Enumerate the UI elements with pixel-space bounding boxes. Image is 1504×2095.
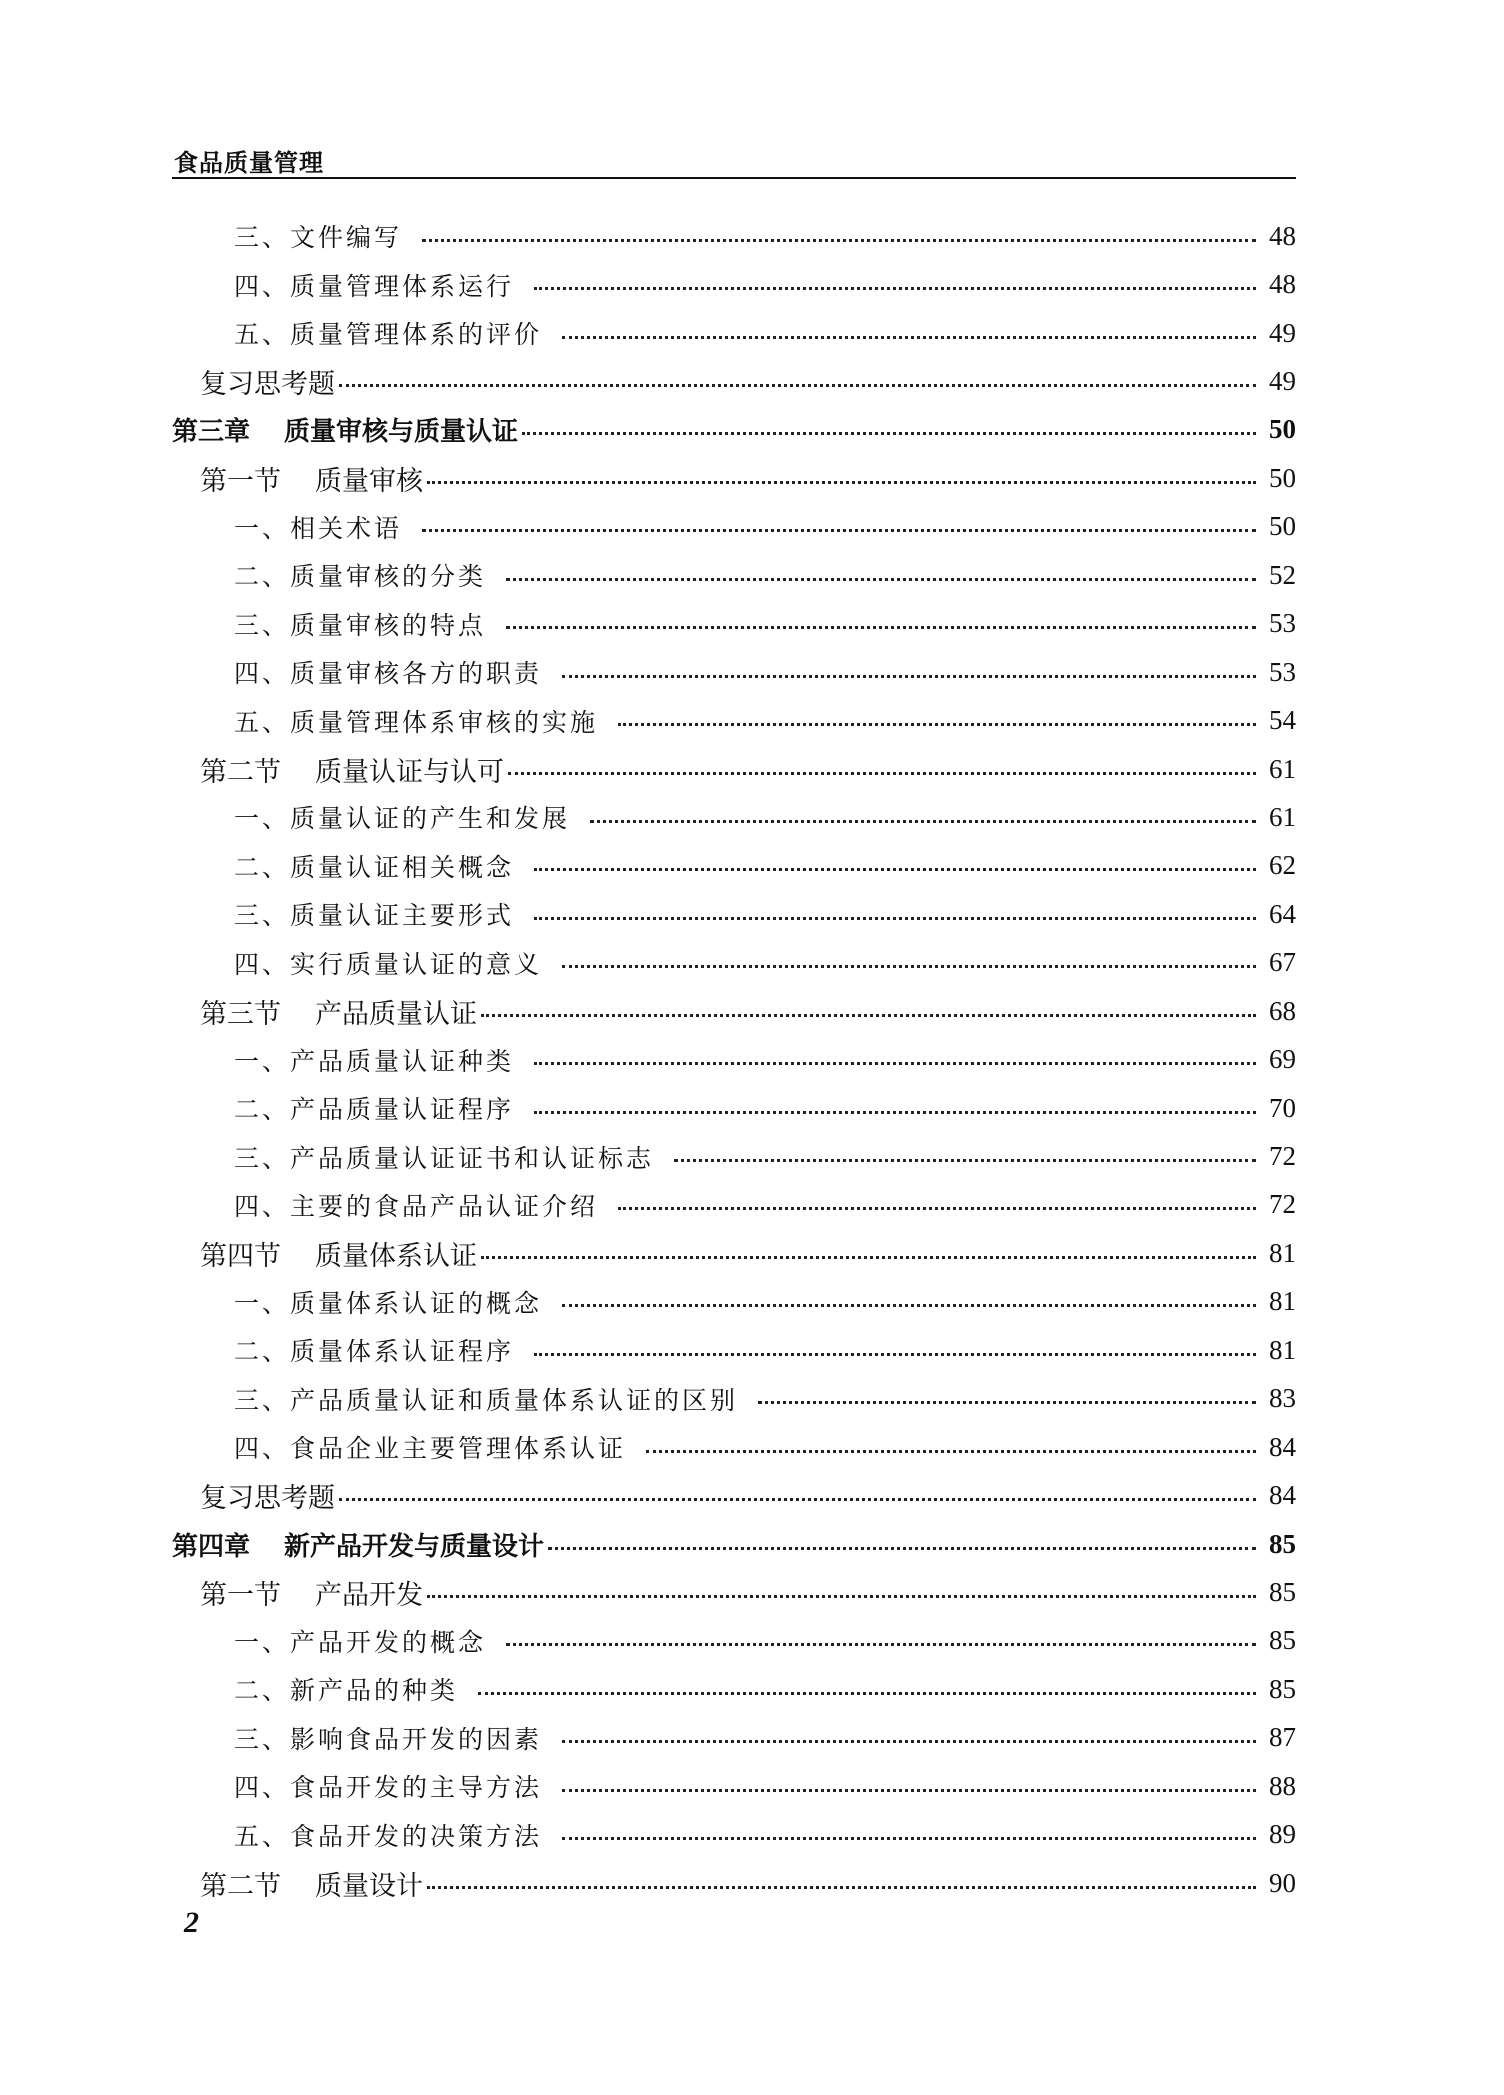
toc-entry-title: 三、影响食品开发的因素 xyxy=(234,1724,543,1754)
toc-entry-number: 第四节 xyxy=(200,1240,281,1272)
toc-entry-page: 87 xyxy=(1269,1722,1296,1753)
toc-dot-leader xyxy=(427,1595,1256,1598)
toc-entry-label xyxy=(172,1526,544,1563)
toc-entry-label xyxy=(234,848,514,884)
page-number: 2 xyxy=(184,1906,199,1939)
toc-subsection-entry[interactable] xyxy=(172,309,1296,357)
toc-subsection-entry[interactable] xyxy=(172,1132,1296,1180)
toc-entry-label xyxy=(200,992,477,1031)
toc-dot-leader xyxy=(339,384,1256,387)
toc-entry-label xyxy=(200,1864,423,1903)
header-rule xyxy=(172,177,1296,179)
toc-subsection-entry[interactable] xyxy=(172,1084,1296,1132)
toc-subsection-entry[interactable] xyxy=(172,842,1296,890)
toc-entry-title: 质量认证与认可 xyxy=(315,756,504,788)
toc-dot-leader xyxy=(427,481,1256,484)
toc-entry-page: 81 xyxy=(1269,1237,1296,1268)
toc-dot-leader xyxy=(478,1692,1256,1695)
toc-section-entry[interactable] xyxy=(172,1859,1296,1907)
toc-dot-leader xyxy=(481,1014,1256,1017)
toc-section-entry[interactable] xyxy=(172,454,1296,502)
toc-entry-title: 复习思考题 xyxy=(200,369,335,401)
toc-entry-label xyxy=(234,1332,514,1368)
toc-dot-leader xyxy=(481,1256,1256,1259)
toc-entry-title: 四、质量管理体系运行 xyxy=(234,271,515,301)
toc-entry-title: 四、实行质量认证的意义 xyxy=(234,949,543,979)
toc-dot-leader xyxy=(534,1353,1256,1356)
toc-entry-label xyxy=(234,799,570,835)
toc-dot-leader xyxy=(339,1498,1256,1501)
toc-entry-label xyxy=(234,557,486,593)
toc-subsection-entry[interactable] xyxy=(172,939,1296,987)
toc-entry-label xyxy=(234,1623,486,1659)
toc-entry-title: 三、质量审核的特点 xyxy=(234,610,487,640)
toc-entry-label xyxy=(234,945,542,981)
toc-dot-leader xyxy=(534,917,1256,920)
toc-entry-title: 一、产品开发的概念 xyxy=(234,1627,487,1657)
toc-dot-leader xyxy=(506,626,1256,629)
toc-entry-title: 复习思考题 xyxy=(200,1483,335,1515)
toc-subsection-entry[interactable] xyxy=(172,1665,1296,1713)
toc-dot-leader xyxy=(562,675,1256,678)
toc-entry-label xyxy=(200,459,423,498)
toc-entry-label xyxy=(234,218,402,254)
toc-section-entry[interactable] xyxy=(172,1229,1296,1277)
toc-dot-leader xyxy=(534,287,1256,290)
toc-entry-title: 质量设计 xyxy=(315,1870,423,1902)
toc-entry-page: 72 xyxy=(1269,1141,1296,1172)
toc-entry-page: 84 xyxy=(1269,1480,1296,1511)
toc-entry-label xyxy=(234,509,402,545)
toc-entry-label xyxy=(234,654,542,690)
toc-entry-page: 48 xyxy=(1269,269,1296,300)
toc-entry-title: 一、质量认证的产生和发展 xyxy=(234,804,571,834)
toc-subsection-entry[interactable] xyxy=(172,696,1296,744)
toc-entry-page: 69 xyxy=(1269,1044,1296,1075)
toc-entry-page: 61 xyxy=(1269,753,1296,784)
toc-entry-page: 48 xyxy=(1269,220,1296,251)
toc-entry-page: 85 xyxy=(1269,1576,1296,1607)
toc-entry-label xyxy=(234,606,486,642)
toc-subsection-entry[interactable] xyxy=(172,551,1296,599)
toc-entry-page: 89 xyxy=(1269,1819,1296,1850)
toc-dot-leader xyxy=(534,1062,1256,1065)
toc-entry-title: 产品开发 xyxy=(315,1579,423,1611)
toc-entry-title: 四、质量审核各方的职责 xyxy=(234,659,543,689)
toc-dot-leader xyxy=(590,820,1256,823)
toc-entry-page: 90 xyxy=(1269,1867,1296,1898)
toc-dot-leader xyxy=(548,1547,1256,1550)
toc-entry-title: 二、质量体系认证程序 xyxy=(234,1337,515,1367)
toc-section-entry[interactable] xyxy=(172,745,1296,793)
toc-entry-number: 第三节 xyxy=(200,998,281,1030)
toc-dot-leader xyxy=(562,1740,1256,1743)
toc-entry-page: 81 xyxy=(1269,1286,1296,1317)
toc-entry-label xyxy=(200,362,335,401)
toc-entry-page: 84 xyxy=(1269,1431,1296,1462)
toc-subsection-entry[interactable] xyxy=(172,1762,1296,1810)
toc-entry-page: 61 xyxy=(1269,801,1296,832)
toc-entry-label xyxy=(234,1187,598,1223)
toc-dot-leader xyxy=(534,868,1256,871)
toc-entry-label xyxy=(234,896,514,932)
toc-entry-number: 第二节 xyxy=(200,756,281,788)
toc-entry-label xyxy=(234,267,514,303)
toc-dot-leader xyxy=(506,1643,1256,1646)
toc-dot-leader xyxy=(674,1159,1256,1162)
toc-entry-title: 四、食品企业主要管理体系认证 xyxy=(234,1434,627,1464)
toc-entry-page: 72 xyxy=(1269,1189,1296,1220)
toc-entry-label xyxy=(200,1573,423,1612)
toc-entry-label xyxy=(200,1476,335,1515)
toc-dot-leader xyxy=(758,1401,1256,1404)
toc-entry-page: 88 xyxy=(1269,1770,1296,1801)
toc-dot-leader xyxy=(562,1789,1256,1792)
toc-dot-leader xyxy=(562,965,1256,968)
toc-entry-title: 质量审核 xyxy=(315,465,423,497)
toc-subsection-entry[interactable] xyxy=(172,1617,1296,1665)
toc-dot-leader xyxy=(618,723,1256,726)
toc-section-entry[interactable] xyxy=(172,987,1296,1035)
toc-entry-label xyxy=(172,411,518,448)
toc-subsection-entry[interactable] xyxy=(172,1326,1296,1374)
toc-entry-page: 68 xyxy=(1269,995,1296,1026)
table-of-contents xyxy=(172,212,1296,1907)
toc-chapter-entry[interactable] xyxy=(172,1520,1296,1568)
toc-dot-leader xyxy=(562,1837,1256,1840)
toc-entry-number: 第三章 xyxy=(172,417,251,448)
toc-entry-title: 二、产品质量认证程序 xyxy=(234,1095,515,1125)
toc-entry-number: 第一节 xyxy=(200,465,281,497)
toc-dot-leader xyxy=(506,578,1256,581)
toc-entry-title: 一、相关术语 xyxy=(234,513,403,543)
toc-chapter-entry[interactable] xyxy=(172,406,1296,454)
toc-entry-number: 第二节 xyxy=(200,1870,281,1902)
toc-entry-page: 62 xyxy=(1269,850,1296,881)
toc-entry-page: 70 xyxy=(1269,1092,1296,1123)
toc-entry-number: 第四章 xyxy=(172,1531,251,1562)
toc-entry-page: 67 xyxy=(1269,947,1296,978)
toc-entry-label xyxy=(234,1090,514,1126)
toc-entry-page: 52 xyxy=(1269,559,1296,590)
toc-subsection-entry[interactable] xyxy=(172,1375,1296,1423)
toc-dot-leader xyxy=(422,239,1256,242)
toc-entry-title: 四、食品开发的主导方法 xyxy=(234,1773,543,1803)
toc-entry-page: 83 xyxy=(1269,1383,1296,1414)
toc-entry-label xyxy=(234,1284,542,1320)
toc-subsection-entry[interactable] xyxy=(172,260,1296,308)
toc-dot-leader xyxy=(427,1886,1256,1889)
toc-entry-page: 49 xyxy=(1269,366,1296,397)
toc-entry-title: 五、质量管理体系审核的实施 xyxy=(234,707,599,737)
toc-entry-page: 54 xyxy=(1269,705,1296,736)
toc-dot-leader xyxy=(562,336,1256,339)
toc-entry-title: 三、质量认证主要形式 xyxy=(234,901,515,931)
toc-entry-label xyxy=(234,1720,542,1756)
toc-entry-page: 50 xyxy=(1269,414,1296,445)
toc-entry-page: 85 xyxy=(1269,1625,1296,1656)
toc-entry-page: 50 xyxy=(1269,511,1296,542)
toc-entry-title: 三、产品质量认证和质量体系认证的区别 xyxy=(234,1385,739,1415)
toc-subsection-entry[interactable] xyxy=(172,793,1296,841)
toc-entry-page: 85 xyxy=(1269,1673,1296,1704)
toc-entry-label xyxy=(234,1817,542,1853)
toc-entry-title: 二、新产品的种类 xyxy=(234,1676,459,1706)
toc-entry-label xyxy=(234,1671,458,1707)
toc-entry-label xyxy=(234,1381,738,1417)
toc-entry-title: 质量体系认证 xyxy=(315,1240,477,1272)
toc-entry-page: 85 xyxy=(1269,1528,1296,1559)
toc-subsection-entry[interactable] xyxy=(172,1181,1296,1229)
toc-entry-title: 质量审核与质量认证 xyxy=(284,417,519,448)
toc-subsection-entry[interactable] xyxy=(172,1714,1296,1762)
toc-section-entry[interactable] xyxy=(172,1568,1296,1616)
toc-entry-label xyxy=(234,1768,542,1804)
toc-entry-label xyxy=(200,1234,477,1273)
toc-entry-title: 三、产品质量认证证书和认证标志 xyxy=(234,1143,655,1173)
toc-entry-title: 五、食品开发的决策方法 xyxy=(234,1821,543,1851)
toc-dot-leader xyxy=(646,1450,1256,1453)
toc-entry-label xyxy=(200,750,504,789)
toc-dot-leader xyxy=(522,432,1256,435)
toc-subsection-entry[interactable] xyxy=(172,1810,1296,1858)
toc-entry-page: 49 xyxy=(1269,317,1296,348)
toc-entry-title: 一、产品质量认证种类 xyxy=(234,1046,515,1076)
toc-dot-leader xyxy=(508,772,1256,775)
toc-entry-title: 一、质量体系认证的概念 xyxy=(234,1288,543,1318)
toc-entry-number: 第一节 xyxy=(200,1579,281,1611)
toc-subsection-entry[interactable] xyxy=(172,212,1296,260)
toc-dot-leader xyxy=(618,1207,1256,1210)
running-header-title: 食品质量管理 xyxy=(174,149,324,177)
toc-entry-title: 产品质量认证 xyxy=(315,998,477,1030)
toc-entry-title: 五、质量管理体系的评价 xyxy=(234,320,543,350)
toc-subsection-entry[interactable] xyxy=(172,648,1296,696)
toc-subsection-entry[interactable] xyxy=(172,890,1296,938)
toc-entry-title: 三、文件编写 xyxy=(234,223,403,253)
toc-entry-label xyxy=(234,315,542,351)
toc-dot-leader xyxy=(422,529,1256,532)
toc-subsection-entry[interactable] xyxy=(172,600,1296,648)
toc-review-entry[interactable] xyxy=(172,1471,1296,1519)
toc-entry-page: 53 xyxy=(1269,608,1296,639)
toc-subsection-entry[interactable] xyxy=(172,1423,1296,1471)
toc-subsection-entry[interactable] xyxy=(172,1278,1296,1326)
toc-entry-page: 50 xyxy=(1269,462,1296,493)
toc-review-entry[interactable] xyxy=(172,357,1296,405)
toc-entry-title: 二、质量审核的分类 xyxy=(234,562,487,592)
toc-subsection-entry[interactable] xyxy=(172,503,1296,551)
toc-entry-label xyxy=(234,1429,626,1465)
toc-dot-leader xyxy=(534,1111,1256,1114)
toc-entry-title: 二、质量认证相关概念 xyxy=(234,852,515,882)
toc-dot-leader xyxy=(562,1304,1256,1307)
toc-entry-label xyxy=(234,703,598,739)
toc-entry-page: 64 xyxy=(1269,898,1296,929)
toc-entry-title: 四、主要的食品产品认证介绍 xyxy=(234,1191,599,1221)
toc-subsection-entry[interactable] xyxy=(172,1035,1296,1083)
toc-entry-page: 81 xyxy=(1269,1334,1296,1365)
toc-entry-label xyxy=(234,1042,514,1078)
toc-entry-page: 53 xyxy=(1269,656,1296,687)
toc-entry-title: 新产品开发与质量设计 xyxy=(284,1531,545,1562)
toc-entry-label xyxy=(234,1139,654,1175)
